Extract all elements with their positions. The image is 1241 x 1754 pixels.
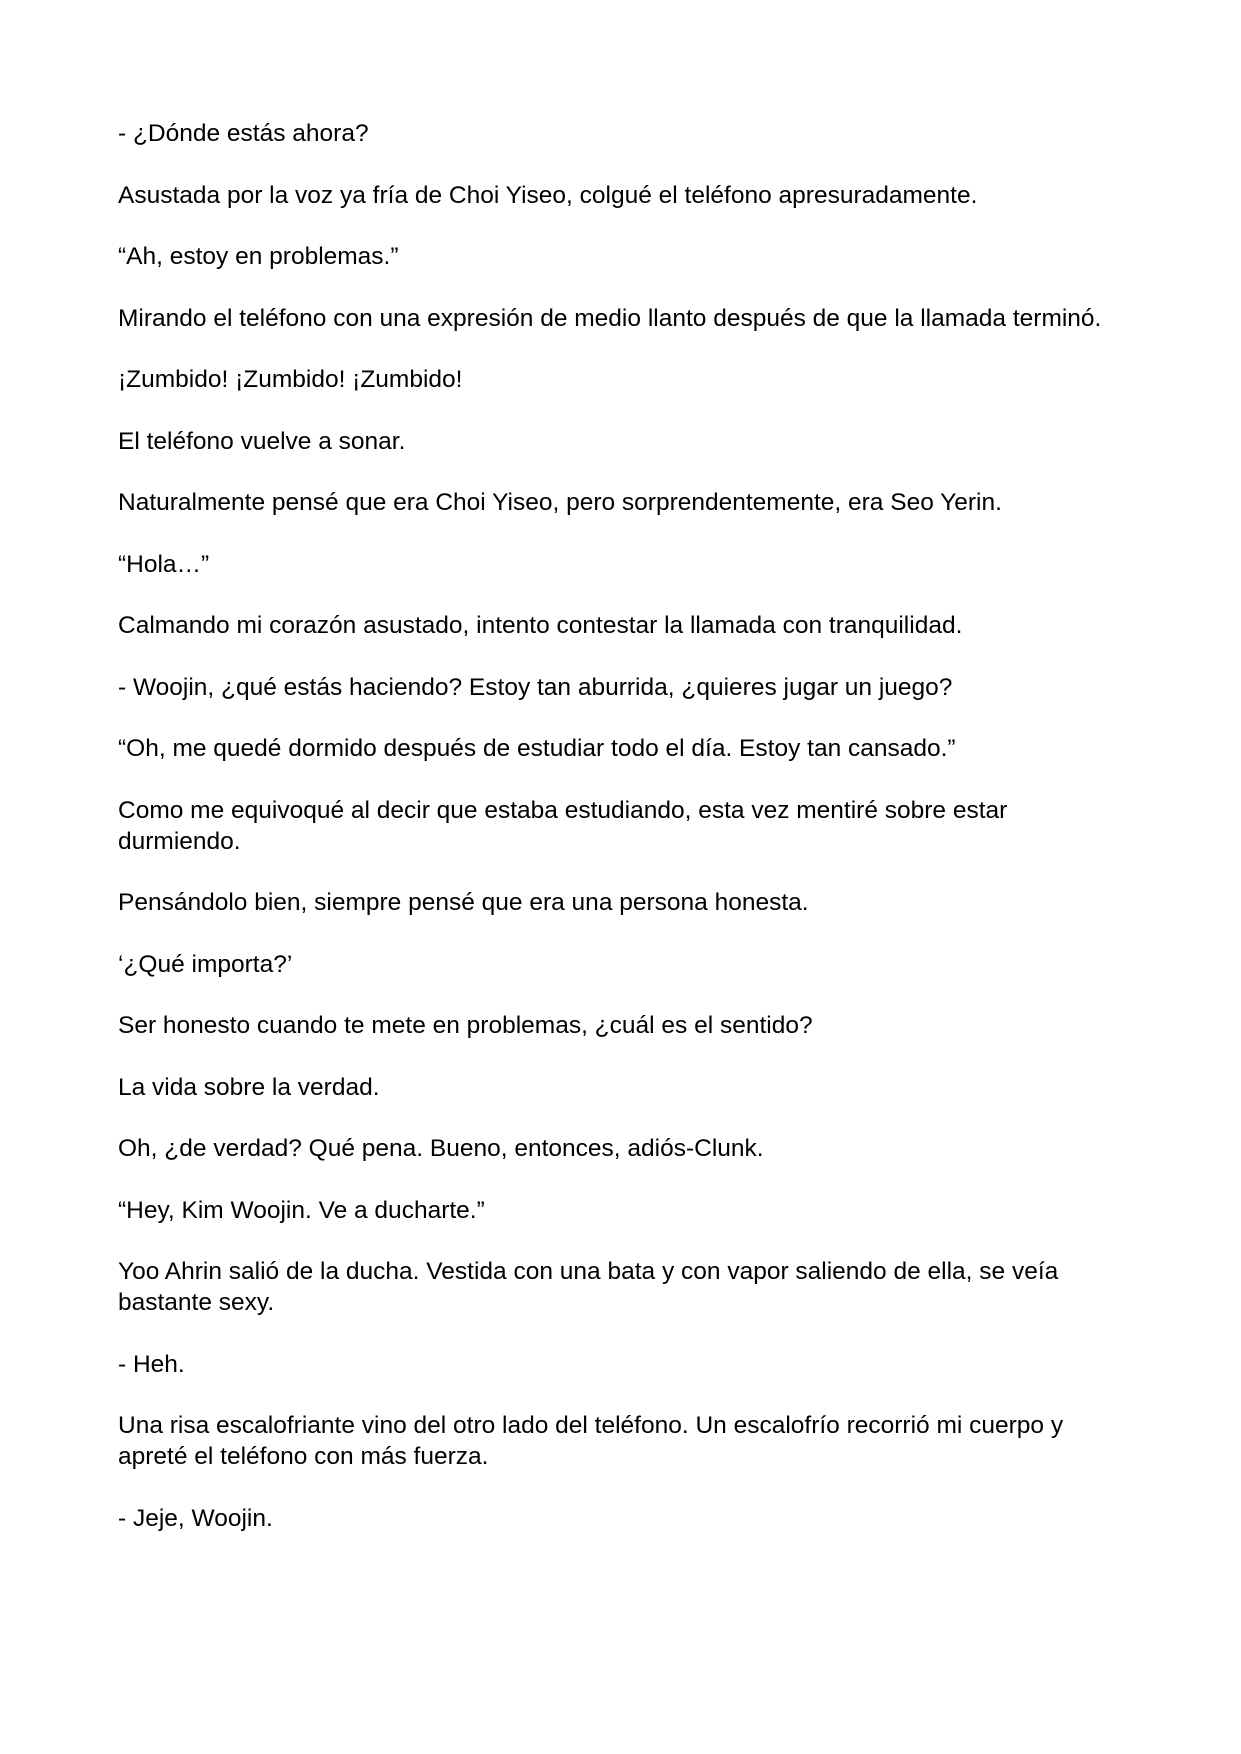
paragraph: Como me equivoqué al decir que estaba estudiando, esta vez mentiré sobre estar durmiendo. <box>118 796 1008 855</box>
paragraph: - Heh. <box>118 1350 185 1378</box>
paragraph: Ser honesto cuando te mete en problemas, ¿cuál es el sentido? <box>118 1012 813 1039</box>
paragraph: “Oh, me quedé dormido después de estudiar todo el día. Estoy tan cansado.” <box>118 735 956 762</box>
text-column <box>118 118 1128 1564</box>
paragraph: Oh, ¿de verdad? Qué pena. Bueno, entonces, adiós-Clunk. <box>118 1135 764 1162</box>
paragraph: - ¿Dónde estás ahora? <box>118 120 369 147</box>
paragraph: Yoo Ahrin salió de la ducha. Vestida con una bata y con vapor saliendo de ella, se veía bastante sexy. <box>118 1258 1059 1316</box>
paragraph: Asustada por la voz ya fría de Choi Yiseo, colgué el teléfono apresuradamente. <box>118 181 978 209</box>
paragraph: “Ah, estoy en problemas.” <box>118 243 399 270</box>
paragraph: Pensándolo bien, siempre pensé que era una persona honesta. <box>118 889 809 916</box>
paragraph: - Jeje, Woojin. <box>118 1504 273 1532</box>
paragraph: ‘¿Qué importa?’ <box>118 950 293 978</box>
paragraph: Una risa escalofriante vino del otro lado del teléfono. Un escalofrío recorrió mi cuerpo y apreté el teléfono con más fuerza. <box>118 1412 1064 1470</box>
paragraph: El teléfono vuelve a sonar. <box>118 427 406 455</box>
paragraph: Calmando mi corazón asustado, intento contestar la llamada con tranquilidad. <box>118 612 963 639</box>
paragraph: “Hola…” <box>118 550 210 578</box>
paragraph: Naturalmente pensé que era Choi Yiseo, pero sorprendentemente, era Seo Yerin. <box>118 489 1002 516</box>
paragraph: “Hey, Kim Woojin. Ve a ducharte.” <box>118 1196 485 1224</box>
paragraph: ¡Zumbido! ¡Zumbido! ¡Zumbido! <box>118 366 463 393</box>
paragraph: - Woojin, ¿qué estás haciendo? Estoy tan aburrida, ¿quieres jugar un juego? <box>118 673 953 701</box>
paragraph: La vida sobre la verdad. <box>118 1073 380 1101</box>
paragraph: Mirando el teléfono con una expresión de medio llanto después de que la llamada terminó. <box>118 304 1102 332</box>
